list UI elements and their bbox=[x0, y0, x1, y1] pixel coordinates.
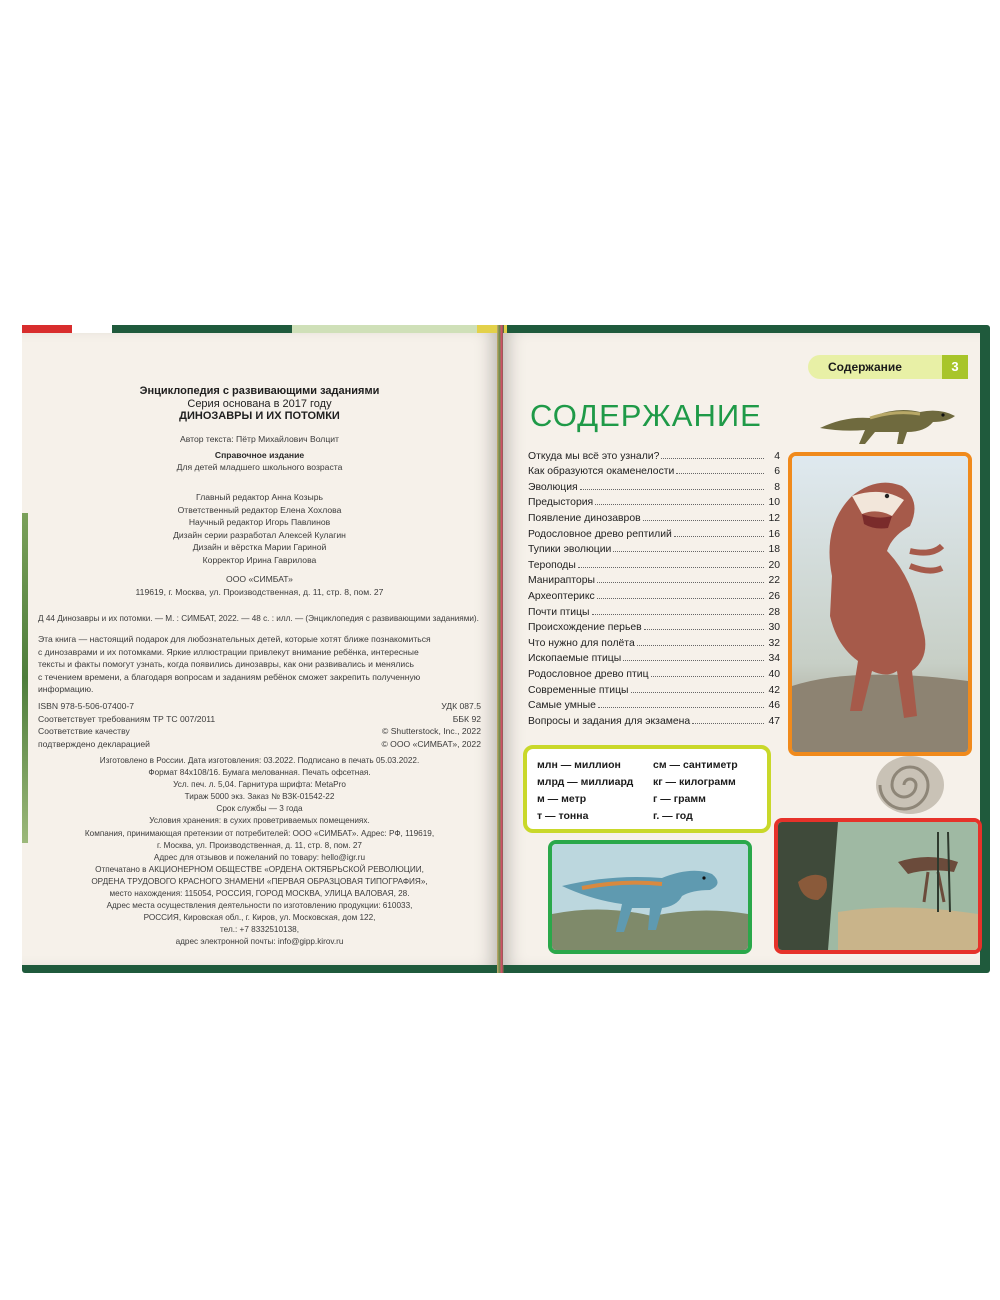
print-info-line: г. Москва, ул. Производственная, д. 11, стр. 8, пом. 27 bbox=[157, 840, 362, 850]
author-line: Автор текста: Пётр Михайлович Волцит bbox=[180, 434, 339, 444]
book-title: ДИНОЗАВРЫ И ИХ ПОТОМКИ bbox=[179, 410, 340, 422]
print-info-line: Формат 84х108/16. Бумага мелованная. Печать офсетная. bbox=[148, 768, 371, 778]
print-info-line: Адрес для отзывов и пожеланий по товару: hello@igr.ru bbox=[153, 852, 366, 862]
toc-entry-label: Предыстория bbox=[528, 497, 594, 509]
toc-entry-page: 32 bbox=[768, 637, 780, 649]
toc-entry-label: Эволюция bbox=[528, 481, 578, 493]
print-info-line: ОРДЕНА ТРУДОВОГО КРАСНОГО ЗНАМЕНИ «ПЕРВАЯ ОБРАЗЦОВАЯ ТИПОГРАФИЯ», bbox=[91, 876, 428, 886]
description-line: Эта книга — настоящий подарок для любознательных детей, которые хотят ближе познакомиться bbox=[38, 634, 431, 644]
toc-entry-page: 8 bbox=[774, 481, 780, 493]
print-info-line: адрес электронной почты: info@gipp.kirov.ru bbox=[175, 937, 344, 947]
quality-note: Соответствие качеству bbox=[38, 726, 130, 736]
toc-entry-page: 10 bbox=[768, 497, 780, 509]
print-info-line: РОССИЯ, Кировская обл., г. Киров, ул. Московская, дом 122, bbox=[143, 913, 376, 923]
toc-entry-page: 20 bbox=[768, 559, 780, 571]
toc-entry-label: Самые умные bbox=[528, 700, 596, 712]
toc-entry-label: Современные птицы bbox=[528, 684, 629, 696]
toc-entry-page: 28 bbox=[768, 606, 780, 618]
publisher-address: 119619, г. Москва, ул. Производственная, д. 11, стр. 8, пом. 27 bbox=[135, 586, 384, 597]
toc-entry-label: Что нужно для полёта bbox=[528, 637, 635, 649]
print-info-line: Изготовлено в России. Дата изготовления: 03.2022. Подписано в печать 05.03.2022. bbox=[99, 756, 420, 765]
toc-entry[interactable] bbox=[528, 633, 780, 649]
toc-entry-label: Археоптерикс bbox=[528, 590, 595, 602]
toc-entry-page: 12 bbox=[768, 512, 780, 524]
bbk: ББК 92 bbox=[452, 713, 481, 724]
toc-entry-page: 46 bbox=[768, 700, 780, 712]
edition-type: Справочное издание bbox=[214, 449, 305, 460]
unit-cm: см — сантиметр bbox=[653, 759, 738, 771]
toc-entry-page: 16 bbox=[768, 528, 780, 540]
toc-entry[interactable] bbox=[528, 680, 780, 696]
credit-line: Корректор Ирина Гаврилова bbox=[202, 554, 317, 565]
trex-illustration bbox=[788, 452, 972, 756]
units-legend bbox=[523, 745, 771, 833]
unit-t: т — тонна bbox=[537, 810, 589, 822]
table-of-contents bbox=[528, 446, 780, 727]
toc-entry-page: 42 bbox=[768, 684, 780, 696]
toc-entry-label: Родословное древо рептилий bbox=[528, 528, 672, 540]
toc-entry-page: 30 bbox=[768, 622, 780, 634]
description-line: тексты и факты помогут узнать, когда появились динозавры, как они развивались и менялись bbox=[38, 659, 415, 669]
prehistoric-scene-illustration bbox=[774, 818, 982, 954]
toc-entry[interactable] bbox=[528, 664, 780, 680]
unit-g: г — грамм bbox=[653, 793, 706, 805]
toc-entry-label: Откуда мы всё это узнали? bbox=[528, 450, 660, 462]
toc-entry[interactable] bbox=[528, 540, 780, 556]
print-info-line: тел.: +7 8332510138, bbox=[220, 925, 299, 935]
credit-line: Научный редактор Игорь Павлинов bbox=[188, 517, 331, 527]
credit-line: Главный редактор Анна Козырь bbox=[196, 492, 323, 502]
toc-entry[interactable] bbox=[528, 618, 780, 634]
conformity: Соответствует требованиям ТР ТС 007/2011 bbox=[38, 713, 216, 724]
toc-entry-label: Родословное древо птиц bbox=[528, 668, 649, 680]
toc-entry-label: Происхождение перьев bbox=[528, 622, 642, 634]
unit-kg: кг — килограмм bbox=[653, 776, 736, 788]
toc-entry[interactable] bbox=[528, 555, 780, 571]
udk: УДК 087.5 bbox=[441, 701, 481, 711]
credit-line: Дизайн серии разработал Алексей Кулагин bbox=[173, 529, 346, 540]
toc-title: СОДЕРЖАНИЕ bbox=[530, 398, 762, 433]
lizard-reptile-icon bbox=[815, 398, 965, 448]
audience: Для детей младшего школьного возраста bbox=[176, 462, 343, 472]
toc-entry-page: 18 bbox=[768, 544, 780, 556]
unit-year: г. — год bbox=[653, 810, 693, 822]
credit-line: Ответственный редактор Елена Хохлова bbox=[177, 504, 342, 515]
toc-entry[interactable] bbox=[528, 493, 780, 509]
ammonite-fossil-icon bbox=[870, 752, 950, 818]
toc-entry-page: 26 bbox=[768, 590, 780, 602]
toc-entry-label: Как образуются окаменелости bbox=[528, 466, 675, 478]
section-badge bbox=[808, 355, 968, 379]
toc-entry-label: Манирапторы bbox=[528, 575, 595, 587]
toc-entry-page: 47 bbox=[768, 715, 780, 727]
declared-note: подтверждено декларацией bbox=[38, 738, 150, 749]
toc-entry-page: 40 bbox=[768, 668, 780, 680]
series-note: Серия основана в 2017 году bbox=[187, 397, 332, 410]
print-info-line: место нахождения: 115054, РОССИЯ, ГОРОД МОСКВА, УЛИЦА ВАЛОВАЯ, 28. bbox=[109, 889, 410, 899]
toc-entry-page: 22 bbox=[768, 575, 780, 587]
copyright-simbat: © ООО «СИМБАТ», 2022 bbox=[381, 738, 481, 749]
toc-entry[interactable] bbox=[528, 446, 780, 462]
print-info-line: Компания, принимающая претензии от потребителей: ООО «СИМБАТ». Адрес: РФ, 119619, bbox=[84, 828, 435, 838]
unit-mlrd: млрд — миллиард bbox=[537, 776, 634, 788]
print-info-line: Отпечатано в АКЦИОНЕРНОМ ОБЩЕСТВЕ «ОРДЕНА ОКТЯБРЬСКОЙ РЕВОЛЮЦИИ, bbox=[95, 864, 424, 874]
toc-entry-page: 6 bbox=[774, 466, 780, 478]
section-badge-label: Содержание bbox=[828, 360, 902, 374]
description-line: с течением времени, а благодаря вопросам и заданиям ребёнок сможет закрепить полученную bbox=[38, 671, 421, 682]
toc-entry[interactable] bbox=[528, 477, 780, 493]
isbn: ISBN 978-5-506-07400-7 bbox=[38, 701, 135, 711]
hadrosaur-illustration bbox=[548, 840, 752, 954]
toc-entry[interactable] bbox=[528, 462, 780, 478]
toc-entry-page: 34 bbox=[768, 653, 780, 665]
unit-mln: млн — миллион bbox=[537, 759, 621, 771]
series-title: Энциклопедия с развивающими заданиями bbox=[139, 385, 380, 397]
toc-entry-label: Ископаемые птицы bbox=[528, 653, 622, 665]
toc-entry-label: Появление динозавров bbox=[528, 512, 641, 524]
toc-entry-label: Вопросы и задания для экзамена bbox=[528, 715, 691, 727]
page-edge-foliage bbox=[22, 513, 28, 843]
print-info-line: Адрес места осуществления деятельности по изготовлению продукции: 610033, bbox=[106, 901, 413, 911]
toc-entry-label: Почти птицы bbox=[528, 606, 590, 618]
copyright-shutterstock: © Shutterstock, Inc., 2022 bbox=[381, 726, 481, 736]
catalog-line: Д 44 Динозавры и их потомки. — М. : СИМБАТ, 2022. — 48 с. : илл. — (Энциклопедия с развивающими заданиями). bbox=[38, 614, 479, 623]
toc-entry[interactable] bbox=[528, 508, 780, 524]
print-info-line: Тираж 5000 экз. Заказ № ВЗК-01542-22 bbox=[184, 792, 335, 802]
print-info-line: Условия хранения: в сухих проветриваемых помещениях. bbox=[149, 816, 370, 826]
toc-entry-label: Тероподы bbox=[528, 559, 576, 571]
toc-entry[interactable] bbox=[528, 696, 780, 712]
toc-entry-page: 4 bbox=[774, 450, 780, 462]
print-info-line: Срок службы — 3 года bbox=[216, 804, 303, 814]
publisher: ООО «СИМБАТ» bbox=[226, 574, 293, 584]
toc-entry[interactable] bbox=[528, 571, 780, 587]
toc-entry[interactable] bbox=[528, 602, 780, 618]
toc-entry[interactable] bbox=[528, 711, 780, 727]
toc-entry[interactable] bbox=[528, 524, 780, 540]
toc-entry[interactable] bbox=[528, 586, 780, 602]
toc-entry-label: Тупики эволюции bbox=[528, 544, 612, 556]
page-number: 3 bbox=[942, 355, 968, 379]
toc-entry[interactable] bbox=[528, 649, 780, 665]
left-page bbox=[22, 333, 497, 965]
description-line: с динозаврами и их потомками. Яркие иллюстрации привлекут внимание ребёнка, интересные bbox=[38, 646, 419, 657]
credit-line: Дизайн и вёрстка Марии Гариной bbox=[192, 542, 327, 552]
unit-m: м — метр bbox=[537, 793, 587, 805]
description-line: информацию. bbox=[38, 684, 94, 694]
print-info-line: Усл. печ. л. 5,04. Гарнитура шрифта: MetaPro bbox=[173, 780, 346, 790]
